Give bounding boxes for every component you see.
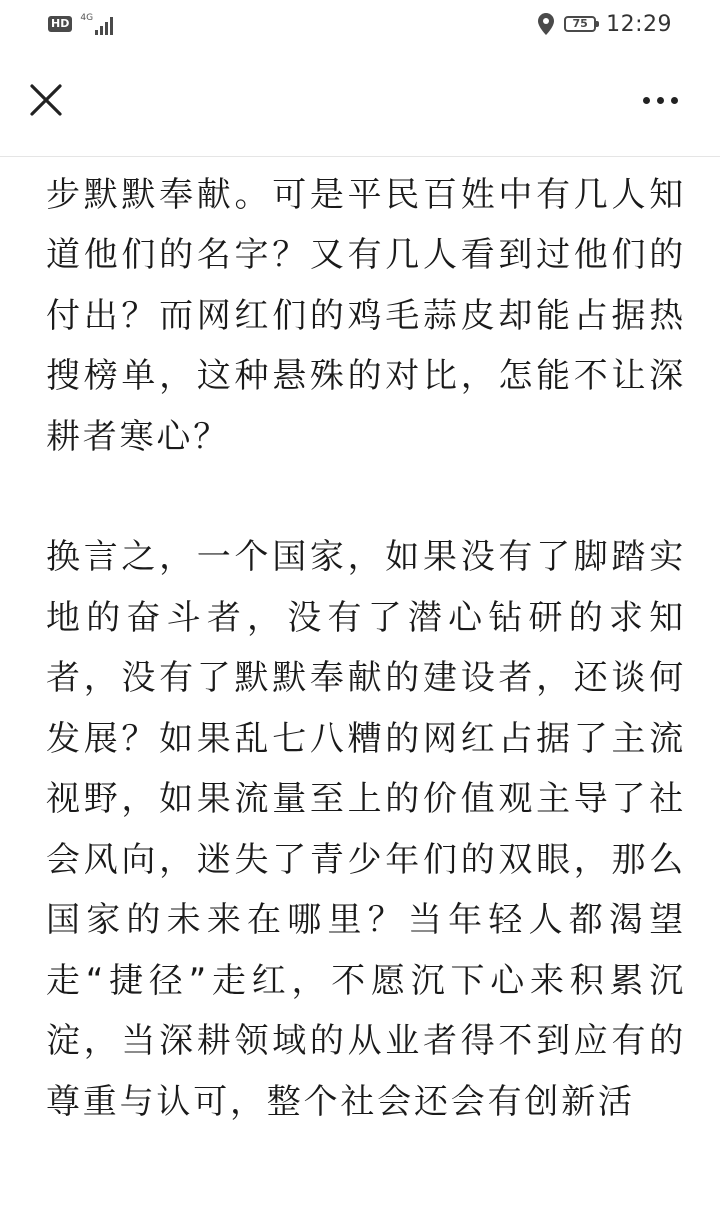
close-button[interactable] bbox=[24, 78, 68, 122]
signal-strength-icon bbox=[95, 17, 113, 35]
network-type-label: 4G bbox=[80, 13, 94, 23]
more-dot-icon bbox=[671, 97, 678, 104]
more-dot-icon bbox=[657, 97, 664, 104]
location-icon bbox=[538, 13, 554, 35]
status-left-group bbox=[48, 12, 113, 36]
signal-group bbox=[80, 13, 113, 35]
article-paragraph: 步默默奉献。可是平民百姓中有几人知道他们的名字？又有几人看到过他们的付出？而网红们的鸡毛蒜皮却能占据热搜榜单，这种悬殊的对比，怎能不让深耕者寒心？ bbox=[46, 174, 686, 457]
battery-icon bbox=[564, 16, 596, 32]
hd-icon: HD bbox=[48, 16, 72, 32]
status-bar bbox=[0, 0, 720, 48]
close-icon bbox=[29, 83, 63, 117]
status-right-group bbox=[538, 10, 672, 38]
top-nav-bar bbox=[0, 48, 720, 157]
clock-time: 12:29 bbox=[606, 11, 672, 37]
more-dot-icon bbox=[643, 97, 650, 104]
battery-level: 75 bbox=[572, 17, 588, 30]
more-options-button[interactable] bbox=[636, 78, 684, 122]
article-body bbox=[46, 104, 686, 1132]
article-paragraph: 换言之，一个国家，如果没有了脚踏实地的奋斗者，没有了潜心钻研的求知者，没有了默默奉献的建设者，还谈何发展？如果乱七八糟的网红占据了主流视野，如果流量至上的价值观主导了社会风向，迷失了青少年们的双眼，那么国家的未来在哪里？当年轻人都渴望走“捷径”走红，不愿沉下心来积累沉淀，当深耕领域的从业者得不到应有的尊重与认可，整个社会还会有创新活 bbox=[46, 537, 686, 1122]
